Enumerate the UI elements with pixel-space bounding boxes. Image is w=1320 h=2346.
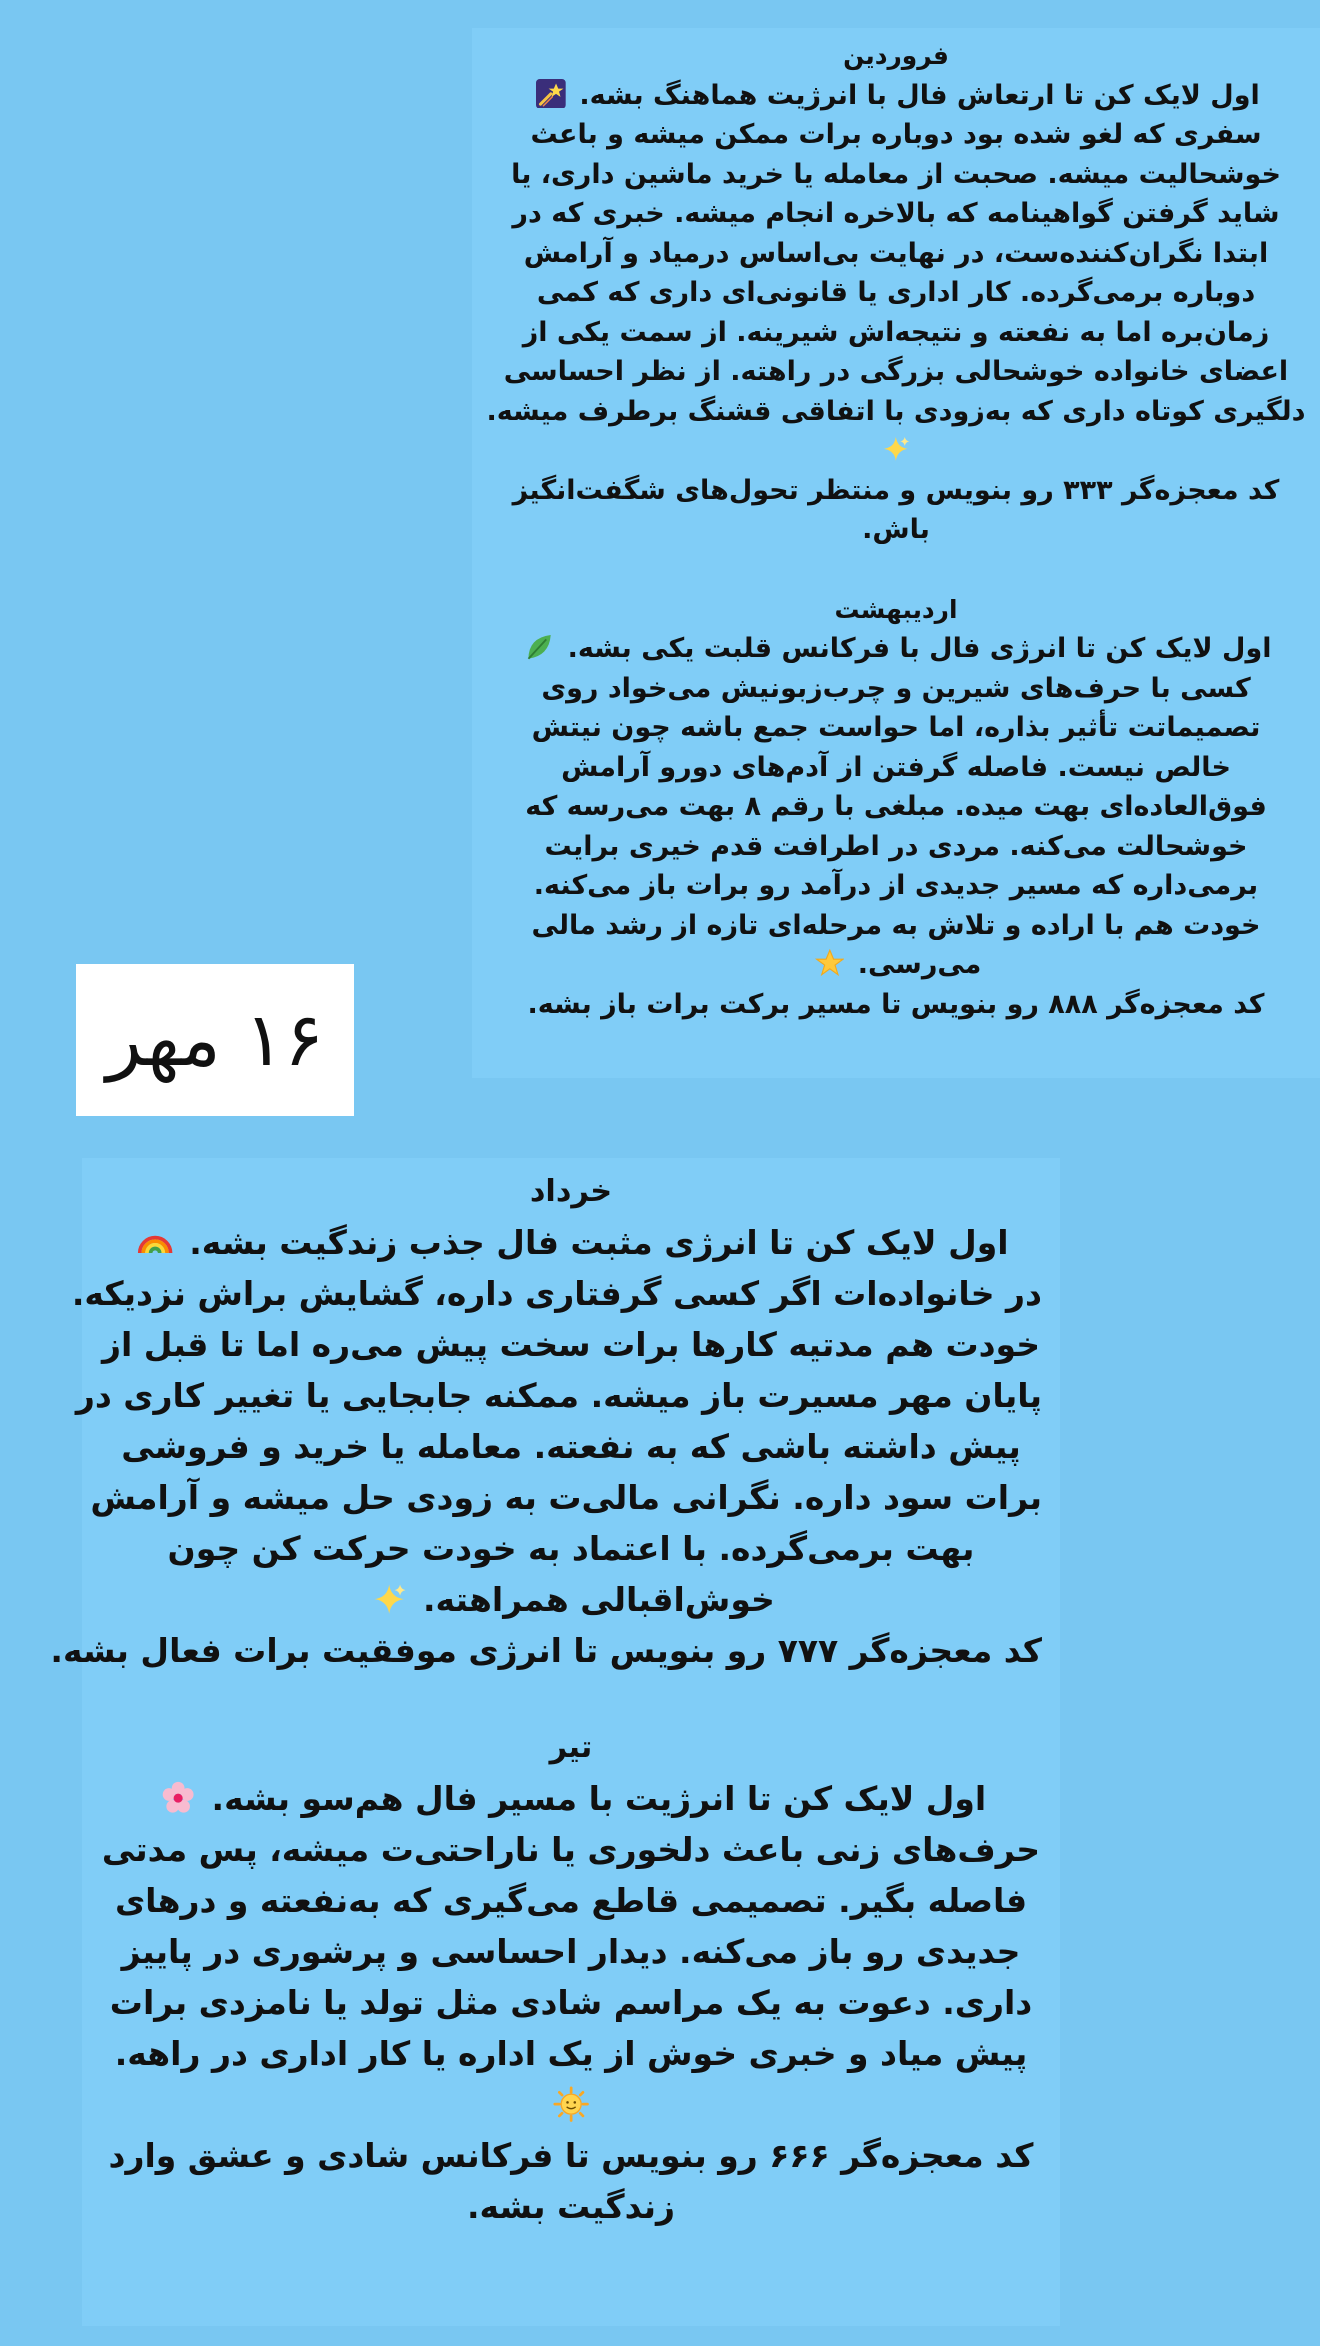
code-line: کد معجزه‌گر ۶۶۶ رو بنویس تا فرکانس شادی و عشق وارد [108, 2136, 1034, 2175]
text-line: خالص نیست. فاصله گرفتن از آدم‌های دورو آرامش [561, 751, 1231, 783]
text-line: سفری که لغو شده بود دوباره برات ممکن میشه و باعث [530, 119, 1262, 150]
text-line: پیش میاد و خبری خوش از یک اداره یا کار اداری در راهه. [114, 2034, 1028, 2073]
code-line: کد معجزه‌گر ۷۷۷ رو بنویس تا انرژی موفقیت برات فعال بشه. [50, 1631, 1042, 1670]
shooting-star-icon [536, 79, 566, 109]
rainbow-icon [137, 1224, 173, 1260]
text-line: خوشحالت می‌کنه. مردی در اطرافت قدم خیری برایت [544, 830, 1248, 862]
text-line: برمی‌داره که مسیر جدیدی از درآمد رو برات باز می‌کنه. [533, 870, 1259, 901]
text-line: خودت هم مدتیه کارها برات سخت پیش می‌ره اما تا قبل از [101, 1325, 1041, 1364]
text-line: زمان‌بره اما به نفعته و نتیجه‌اش شیرینه. از سمت یکی از [522, 316, 1270, 348]
text-line-part: اول لایک کن تا انرژیت با مسیر فال هم‌سو بشه. [211, 1779, 987, 1818]
month-title-khordad: خرداد [529, 1174, 613, 1209]
text-line: پیش داشته باشی که به نفعته. معامله یا خرید و فروشی [121, 1427, 1021, 1466]
month-title-ordibehesht: اردیبهشت [834, 594, 958, 624]
text-line [486, 629, 1306, 669]
text-line-part: اول لایک کن تا ارتعاش فال با انرژیت هماهنگ بشه. [579, 79, 1260, 111]
blossom-icon [160, 1780, 196, 1816]
text-line: شاید گرفتن گواهینامه که بالاخره انجام میشه. خبری که در [512, 198, 1280, 229]
text-line: جدیدی رو باز می‌کنه. دیدار احساسی و پرشوری در پاییز [121, 1932, 1021, 1971]
date-label: ۱۶ مهر [106, 997, 324, 1083]
text-line: فاصله بگیر. تصمیمی قاطع می‌گیری که به‌نفعته و درهای [114, 1881, 1028, 1920]
text-line: حرف‌های زنی باعث دلخوری یا ناراحتی‌ت میشه، پس مدتی [101, 1830, 1041, 1869]
top-text-panel [472, 28, 1320, 1078]
text-line: بهت برمی‌گرده. با اعتماد به خودت حرکت کن چون [167, 1529, 975, 1568]
bottom-text-panel [50, 1158, 1060, 2326]
text-line: دلگیری کوتاه داری که به‌زودی با اتفاقی قشنگ برطرف میشه. [486, 395, 1306, 427]
emoji-line [100, 2079, 1042, 2130]
text-line [100, 1574, 1042, 1625]
month-title-farvardin: فروردین [843, 41, 949, 70]
section-tir [100, 1722, 1042, 2232]
text-line-part: می‌رسی. [857, 949, 982, 980]
sun-icon [553, 2086, 589, 2122]
code-line: کد معجزه‌گر ۳۳۳ رو بنویس و منتظر تحول‌های شگفت‌انگیز [512, 474, 1280, 506]
emoji-line [486, 431, 1306, 471]
text-line: پایان مهر مسیرت باز میشه. ممکنه جابجایی یا تغییر کاری در [75, 1376, 1042, 1415]
section-ordibehesht [486, 590, 1306, 1025]
text-line [100, 1773, 1042, 1824]
sparkles-icon [881, 434, 911, 464]
month-title-tir: تیر [549, 1730, 593, 1765]
text-line: در خانواده‌ات اگر کسی گرفتاری داره، گشایش براش نزدیکه. [71, 1274, 1042, 1313]
text-line: خوشحالیت میشه. صحبت از معامله یا خرید ماشین داری، یا [511, 158, 1281, 190]
text-line: کسی با حرف‌های شیرین و چرب‌زبونیش می‌خواد روی [541, 672, 1251, 704]
text-line-part: خوش‌اقبالی همراهته. [422, 1580, 775, 1619]
text-line: برات سود داره. نگرانی مالی‌ت به زودی حل میشه و آرامش [90, 1478, 1042, 1517]
text-line: ابتدا نگران‌کننده‌ست، در نهایت بی‌اساس درمیاد و آرامش [523, 237, 1269, 269]
code-line: زندگیت بشه. [466, 2187, 676, 2226]
star-icon [815, 948, 845, 978]
code-line: باش. [862, 514, 930, 545]
leaf-icon [524, 632, 554, 662]
section-khordad [50, 1166, 1042, 1676]
text-line: داری. دعوت به یک مراسم شادی مثل تولد یا نامزدی برات [109, 1983, 1033, 2022]
text-line [100, 1217, 1042, 1268]
text-line: خودت هم با اراده و تلاش به مرحله‌ای تازه از رشد مالی [531, 909, 1261, 941]
sparkles-icon [371, 1581, 407, 1617]
text-line-part: اول لایک کن تا انرژی مثبت فال جذب زندگیت بشه. [189, 1223, 1009, 1262]
text-line [486, 945, 1306, 985]
text-line-part: اول لایک کن تا انرژی فال با فرکانس قلبت یکی بشه. [567, 633, 1272, 664]
text-line: تصمیماتت تأثیر بذاره، اما حواست جمع باشه چون نیتش [531, 712, 1261, 743]
text-line: اعضای خانواده خوشحالی بزرگی در راهته. از نظر احساسی [503, 356, 1289, 387]
text-line [486, 76, 1306, 116]
text-line: دوباره برمی‌گرده. کار اداری یا قانونی‌ای داری که کمی [536, 277, 1256, 308]
text-line: فوق‌العاده‌ای بهت میده. مبلغی با رقم ۸ بهت می‌رسه که [525, 791, 1267, 822]
date-label-box [76, 964, 354, 1116]
code-line: کد معجزه‌گر ۸۸۸ رو بنویس تا مسیر برکت برات باز بشه. [527, 988, 1265, 1020]
section-farvardin [486, 36, 1306, 550]
